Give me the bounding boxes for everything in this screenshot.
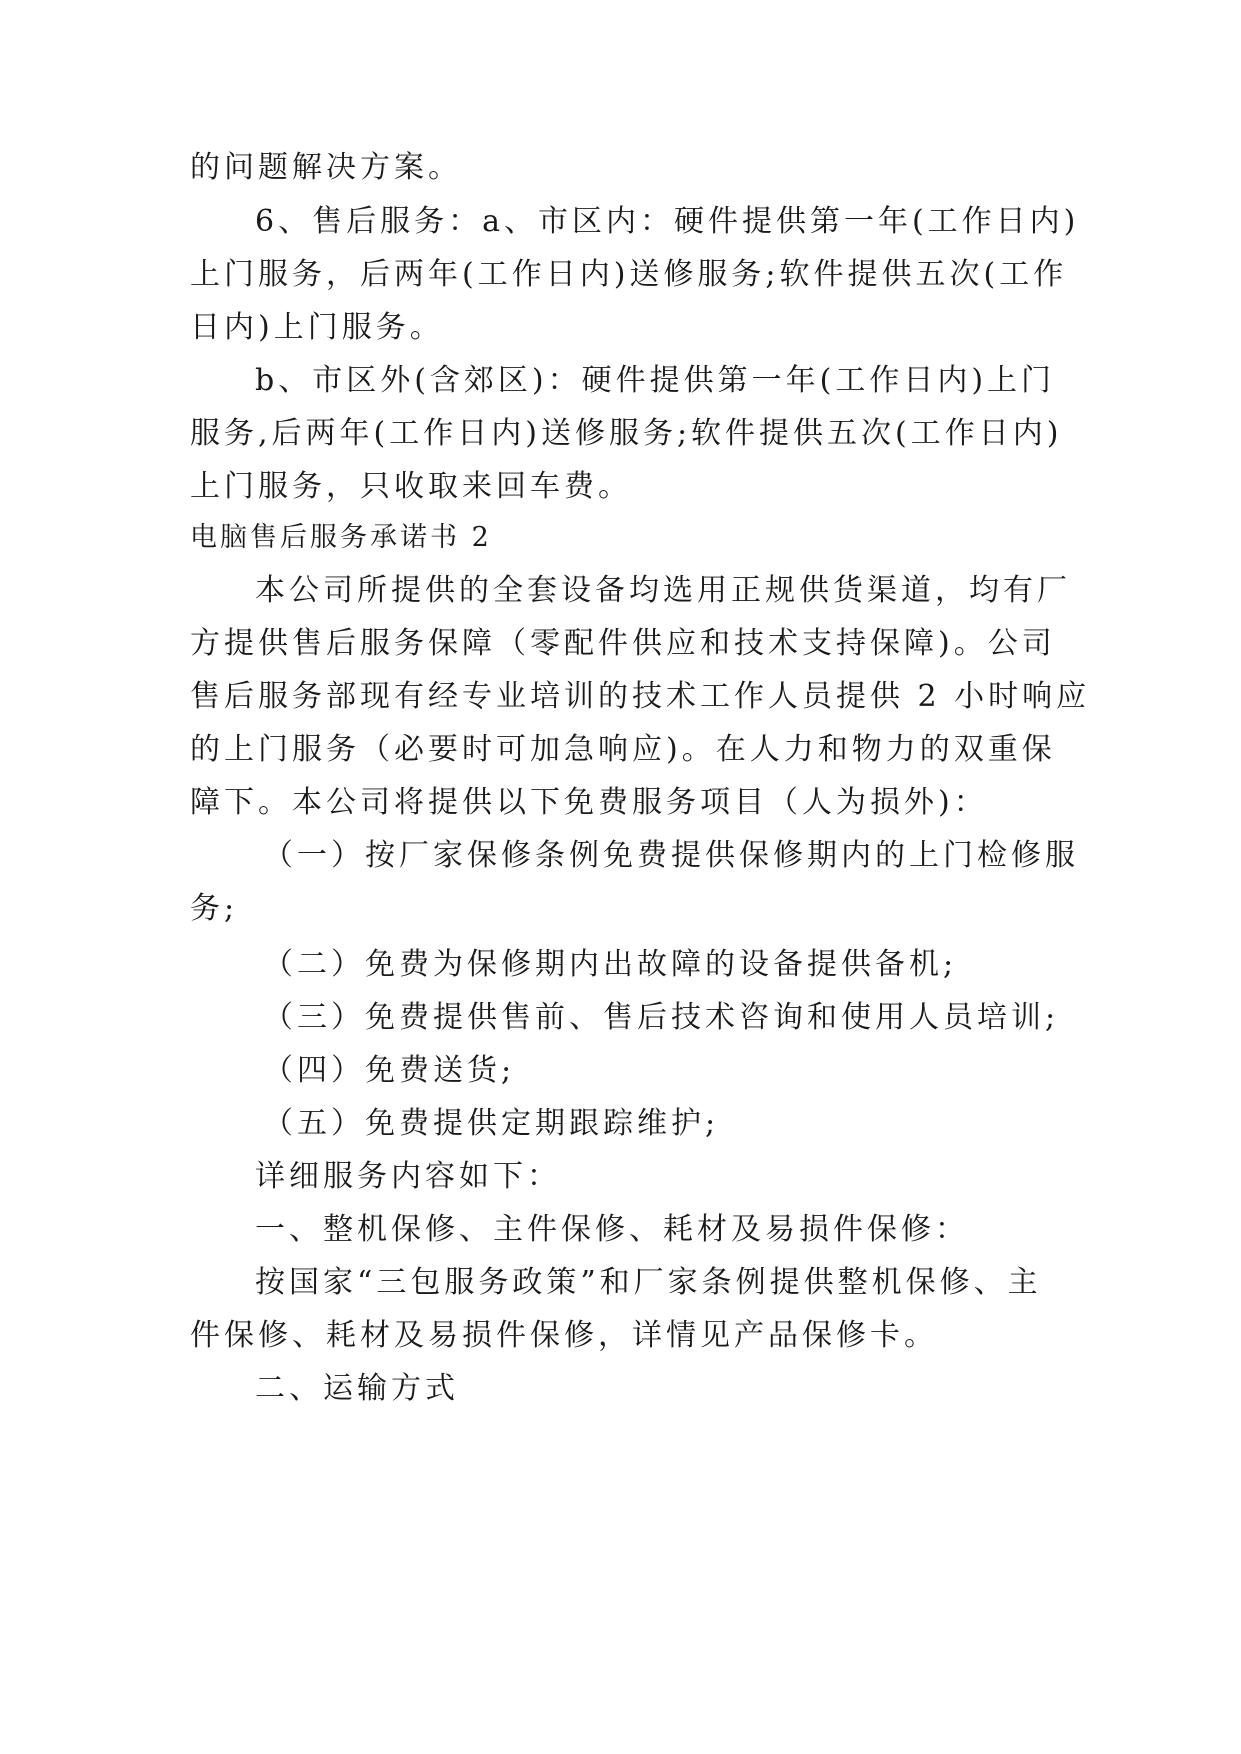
list-item: （二）免费为保修期内出故障的设备提供备机; <box>263 947 958 982</box>
paragraph-line: 6、售后服务：a、市区内：硬件提供第一年(工作日内) <box>255 204 1080 239</box>
paragraph-line: 务; <box>190 891 239 926</box>
list-item: （五）免费提供定期跟踪维护; <box>263 1106 720 1141</box>
list-item: （三）免费提供售前、售后技术咨询和使用人员培训; <box>263 1000 1060 1035</box>
paragraph-line: 本公司所提供的全套设备均选用正规供货渠道，均有厂 <box>255 573 1071 608</box>
paragraph-line: 的问题解决方案。 <box>190 150 462 185</box>
section-subheading: 二、运输方式 <box>255 1371 459 1406</box>
section-subheading: 一、整机保修、主件保修、耗材及易损件保修： <box>255 1212 969 1247</box>
paragraph-line: b、市区外(含郊区)：硬件提供第一年(工作日内)上门 <box>255 363 1056 398</box>
paragraph-line: 方提供售后服务保障（零配件供应和技术支持保障)。公司 <box>190 626 1056 661</box>
paragraph-line: 障下。本公司将提供以下免费服务项目（人为损外)： <box>190 785 988 820</box>
paragraph-line: 服务,后两年(工作日内)送修服务;软件提供五次(工作日内) <box>190 416 1063 451</box>
paragraph-line: 件保修、耗材及易损件保修，详情见产品保修卡。 <box>190 1318 938 1353</box>
paragraph-line: 售后服务部现有经专业培训的技术工作人员提供 2 小时响应 <box>190 679 1091 714</box>
paragraph-line: 日内)上门服务。 <box>190 310 444 345</box>
section-heading: 电脑售后服务承诺书 2 <box>190 522 492 553</box>
paragraph-line: 详细服务内容如下： <box>255 1159 561 1194</box>
paragraph-line: 的上门服务（必要时可加急响应)。在人力和物力的双重保 <box>190 732 1056 767</box>
list-item: （一）按厂家保修条例免费提供保修期内的上门检修服 <box>263 838 1079 873</box>
paragraph-line: 上门服务，只收取来回车费。 <box>190 469 632 504</box>
paragraph-line: 按国家“三包服务政策”和厂家条例提供整机保修、主 <box>255 1265 1042 1300</box>
list-item: （四）免费送货; <box>263 1053 516 1088</box>
paragraph-line: 上门服务，后两年(工作日内)送修服务;软件提供五次(工作 <box>190 257 1068 292</box>
